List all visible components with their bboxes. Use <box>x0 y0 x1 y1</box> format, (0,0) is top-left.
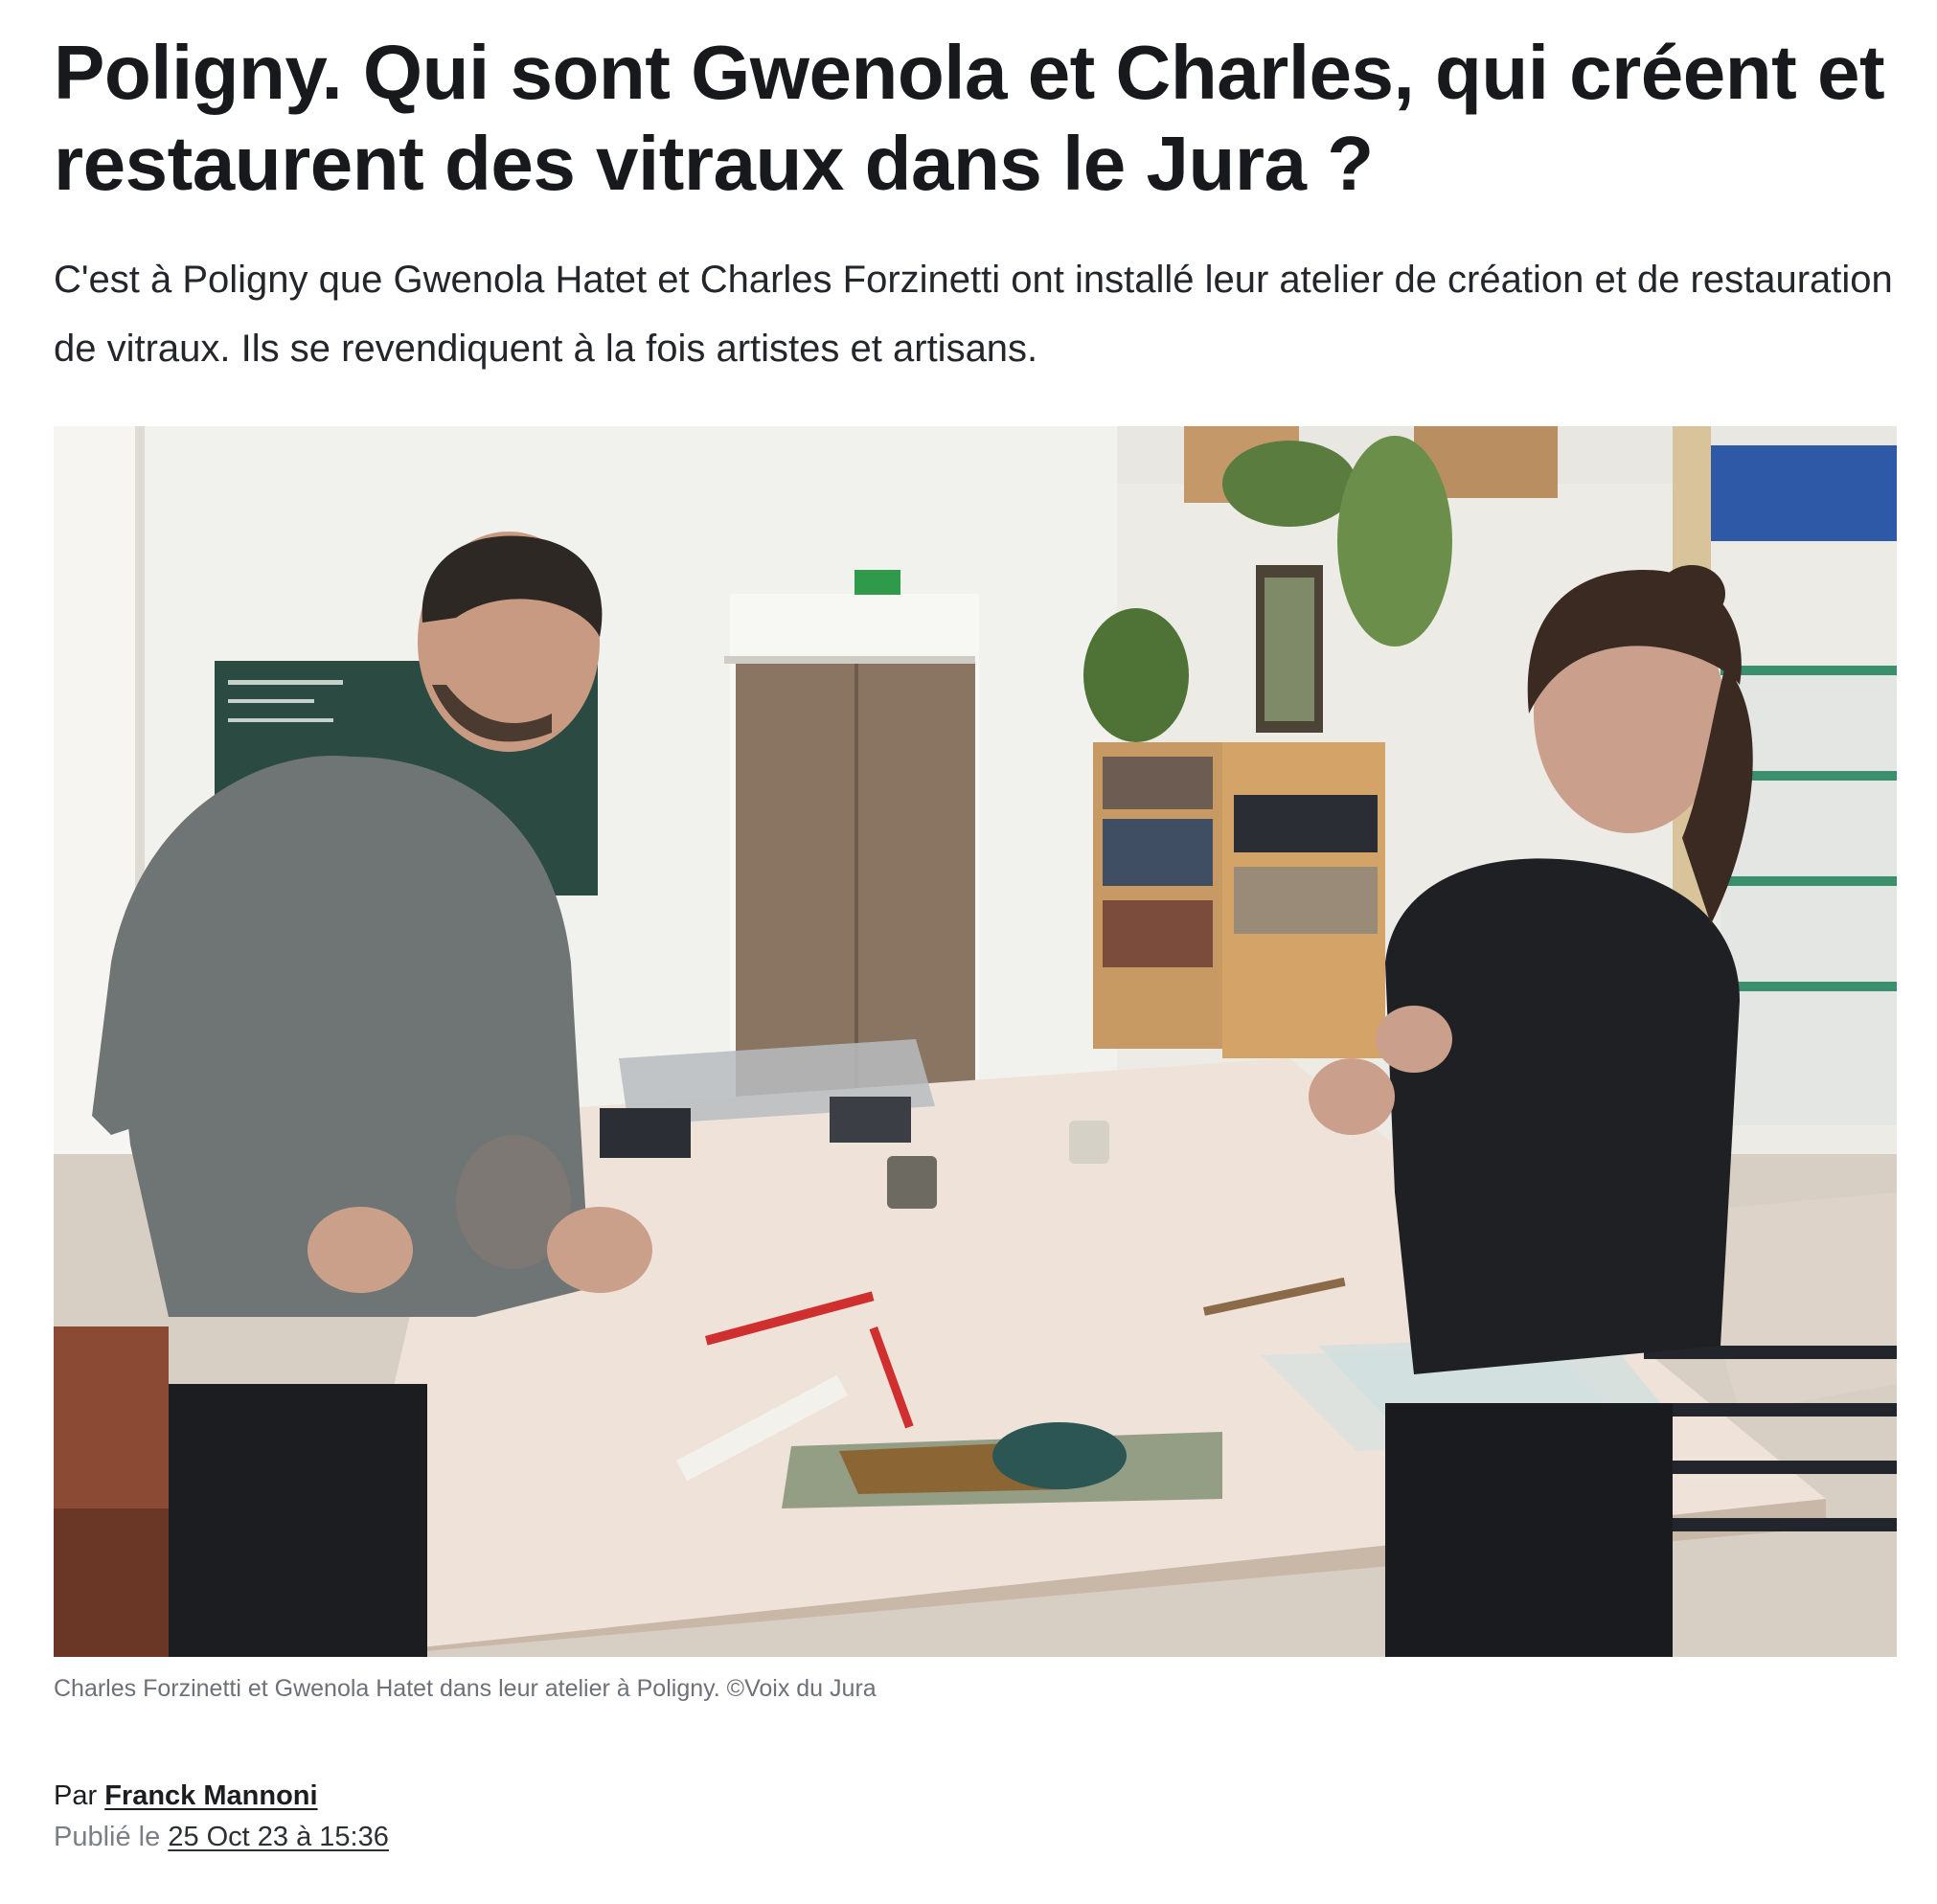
author-link[interactable]: Franck Mannoni <box>104 1780 318 1811</box>
workshop-photo-illustration <box>54 426 1897 1657</box>
article-headline: Poligny. Qui sont Gwenola et Charles, qui créent et restaurent des vitraux dans le Jura ? <box>54 30 1885 206</box>
published-label: Publié le <box>54 1822 161 1852</box>
published-date: 25 Oct 23 à 15:36 <box>168 1822 389 1852</box>
published-line <box>54 1818 389 1856</box>
image-caption: Charles Forzinetti et Gwenola Hatet dans leur atelier à Poligny. ©Voix du Jura <box>54 1675 877 1702</box>
article-lede: C'est à Poligny que Gwenola Hatet et Charles Forzinetti ont installé leur atelier de création et de restauration de vitraux. Ils se revendiquent à la fois artistes et artisans. <box>54 259 1893 370</box>
byline <box>54 1777 318 1815</box>
article-figure <box>54 426 1897 1702</box>
byline-prefix: Par <box>54 1780 98 1811</box>
article-photo[interactable] <box>54 426 1897 1657</box>
